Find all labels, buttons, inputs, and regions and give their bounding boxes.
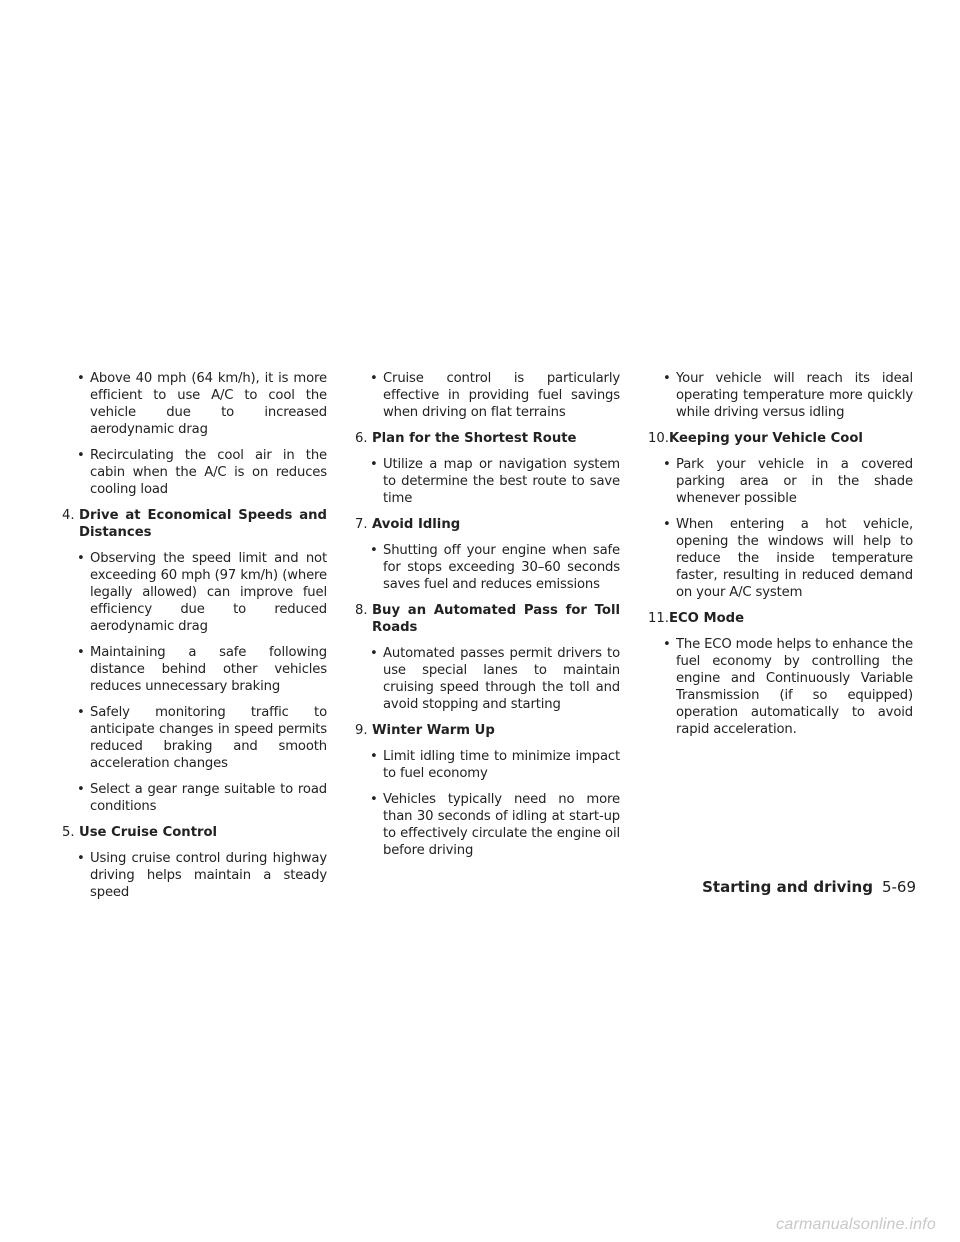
bullet-navigation: • Utilize a map or navigation system to determine the best route to save time bbox=[370, 457, 620, 506]
column-1 bbox=[62, 370, 327, 910]
section-number: 8. bbox=[355, 603, 368, 618]
section-number: 9. bbox=[355, 723, 368, 738]
footer-section-title: Starting and driving bbox=[702, 878, 873, 896]
bullet-dot: • bbox=[77, 645, 85, 660]
bullet-dot: • bbox=[77, 782, 85, 797]
heading-economical-speeds: 4. Drive at Economical Speeds and Distances bbox=[62, 508, 327, 540]
bullet-monitoring-traffic: • Safely monitoring traffic to anticipate changes in speed permits reduced braking and smooth acceleration changes bbox=[77, 705, 327, 771]
bullet-dot: • bbox=[663, 457, 671, 472]
section-number: 5. bbox=[62, 825, 75, 840]
bullet-dot: • bbox=[370, 749, 378, 764]
bullet-ac-speed: • Above 40 mph (64 km/h), it is more efficient to use A/C to cool the vehicle due to increased aerodynamic drag bbox=[77, 371, 327, 437]
bullet-recirculating: • Recirculating the cool air in the cabin when the A/C is on reduces cooling load bbox=[77, 448, 327, 497]
section-number: 6. bbox=[355, 431, 368, 446]
section-number: 11. bbox=[648, 611, 669, 626]
heading-cruise-control: 5. Use Cruise Control bbox=[62, 825, 218, 840]
bullet-operating-temperature: • Your vehicle will reach its ideal operating temperature more quickly while driving versus idling bbox=[663, 371, 913, 420]
column-3 bbox=[648, 370, 913, 747]
bullet-gear-range: • Select a gear range suitable to road conditions bbox=[77, 782, 327, 814]
heading-eco-mode: 11. ECO Mode bbox=[648, 611, 745, 626]
heading-shortest-route: 6. Plan for the Shortest Route bbox=[355, 431, 577, 446]
bullet-dot: • bbox=[77, 448, 85, 463]
section-number: 4. bbox=[62, 508, 75, 523]
bullet-dot: • bbox=[77, 851, 85, 866]
heading-vehicle-cool: 10. Keeping your Vehicle Cool bbox=[648, 431, 863, 446]
bullet-limit-idling: • Limit idling time to minimize impact to fuel economy bbox=[370, 749, 620, 781]
bullet-cruise-flat-terrain: • Cruise control is particularly effective in providing fuel savings when driving on flat terrains bbox=[370, 371, 620, 420]
bullet-open-windows: • When entering a hot vehicle, opening the windows will help to reduce the inside temperature faster, resulting in reduced demand on your A/C system bbox=[663, 517, 913, 600]
column-2 bbox=[355, 370, 620, 868]
heading-winter-warm-up: 9. Winter Warm Up bbox=[355, 723, 495, 738]
section-number: 10. bbox=[648, 431, 669, 446]
bullet-covered-parking: • Park your vehicle in a covered parking area or in the shade whenever possible bbox=[663, 457, 913, 506]
bullet-dot: • bbox=[370, 457, 378, 472]
bullet-dot: • bbox=[77, 371, 85, 386]
bullet-highway-cruise: • Using cruise control during highway driving helps maintain a steady speed bbox=[77, 851, 327, 900]
bullet-engine-off: • Shutting off your engine when safe for stops exceeding 30–60 seconds saves fuel and reduces emissions bbox=[370, 543, 620, 592]
section-number: 7. bbox=[355, 517, 368, 532]
page-footer bbox=[702, 878, 916, 896]
bullet-dot: • bbox=[370, 371, 378, 386]
bullet-dot: • bbox=[77, 705, 85, 720]
footer-page-number: 5-69 bbox=[881, 878, 916, 896]
bullet-dot: • bbox=[370, 646, 378, 661]
heading-toll-pass: 8. Buy an Automated Pass for Toll Roads bbox=[355, 603, 620, 635]
bullet-dot: • bbox=[663, 637, 671, 652]
bullet-automated-pass: • Automated passes permit drivers to use special lanes to maintain cruising speed through the toll and avoid stopping and starting bbox=[370, 646, 620, 712]
bullet-speed-limit: • Observing the speed limit and not exceeding 60 mph (97 km/h) (where legally allowed) can improve fuel efficiency due to reduced aerodynamic drag bbox=[77, 551, 327, 634]
bullet-dot: • bbox=[370, 792, 378, 807]
bullet-startup-idling: • Vehicles typically need no more than 30 seconds of idling at start-up to effectively circulate the engine oil before driving bbox=[370, 792, 620, 858]
bullet-dot: • bbox=[370, 543, 378, 558]
bullet-dot: • bbox=[663, 517, 671, 532]
bullet-following-distance: • Maintaining a safe following distance behind other vehicles reduces unnecessary braking bbox=[77, 645, 327, 694]
bullet-eco-mode: • The ECO mode helps to enhance the fuel economy by controlling the engine and Continuously Variable Transmission (if so equipped) operation automatically to avoid rapid acceleration. bbox=[663, 637, 913, 737]
heading-avoid-idling: 7. Avoid Idling bbox=[355, 517, 461, 532]
watermark: carmanualsonline.info bbox=[776, 1216, 936, 1233]
bullet-dot: • bbox=[663, 371, 671, 386]
bullet-dot: • bbox=[77, 551, 85, 566]
